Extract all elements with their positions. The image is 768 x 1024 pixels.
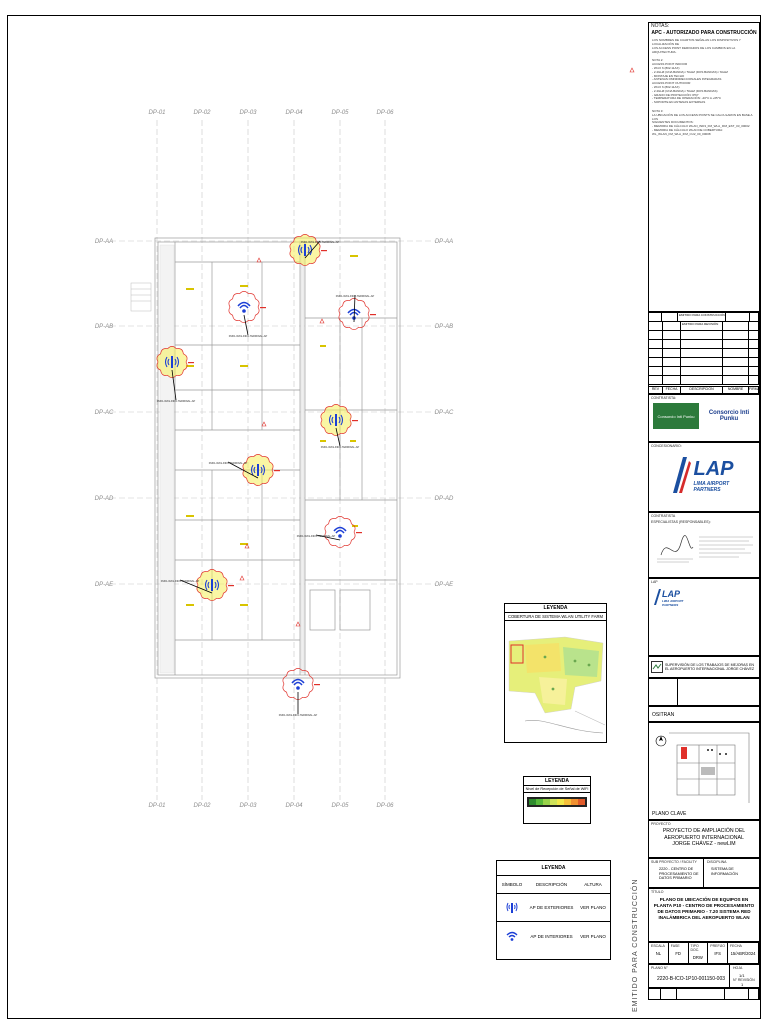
red-tag [314,684,320,685]
ap-label: FM01-WAS-IND3-TERMINAL-AP [278,714,318,717]
access-point-marker[interactable] [297,516,362,547]
especialistas-panel [648,512,760,578]
symbol-exterior-desc: AP DE EXTERIORES [529,905,574,910]
revision-header: FECHA [663,387,681,393]
ap-label: FM01-WAS-IND3-TERMINAL-AP [160,580,200,583]
info-cell-label: TIPO DOC. [690,944,700,953]
ap-label: FM01-WAS-IND3-TERMINAL-AP [320,446,360,449]
info-cell-value: NL [655,951,662,957]
red-tag [260,307,266,308]
grid-row-label: DP-AD [94,496,114,502]
plano-number-label: PLANO N° [651,966,668,970]
titulo-label: TÍTULO [651,890,664,894]
especialistas-sublabel: ESPECIALISTAS (RESPONSABLES): [651,520,711,525]
leader-line [244,315,248,335]
ap-label: FM01-WAS-IND3-TERMINAL-AP [156,400,196,403]
red-tag [274,470,280,471]
revision-row [649,376,759,385]
revision-cloud [229,291,259,322]
hoja-label: HOJA [733,966,743,970]
proyecto-name: PROYECTO DE AMPLIACIÓN DEL AEROPUERTO INTERNACIONAL JORGE CHÁVEZ - newLIM [662,828,746,848]
info-cell-value: IFS [714,951,721,957]
symbol-legend-header: ALTURA [584,882,602,887]
info-cell-label: PREFIJO [710,944,726,948]
subproyecto-panel [648,858,760,888]
symbol-exterior-height: VER PLANO [580,905,606,910]
consorcio-logo-left: Consorcio Inti Punku [653,403,699,429]
revision-number-value: 1 [741,982,744,987]
note-line: - 2.4GHZ (UNA BANDA) / 5GHZ (DOS BANDAS) [652,88,718,93]
signal-legend-title: LEYENDA [524,777,590,786]
consorcio-logo-right: Consorcio Inti Punku [708,410,750,423]
note-line: - WI-FI 6 (802.11AX) [652,84,680,89]
ap-label: FM01-WAS-IND3-TERMINAL-AP [208,462,248,465]
grid-row-label: DP-AA [434,239,454,245]
revision-row [649,322,759,331]
subproyecto-label: SUB PROYECTO / FACILITY [651,860,697,864]
note-line: - WI-FI 6 (802.11AX) [652,65,680,70]
info-cell [689,943,709,963]
outdoor-ap-icon [505,900,519,914]
access-point-marker[interactable] [290,234,340,265]
plano-number-panel [648,964,760,988]
grid-column-label: DP-02 [193,110,211,116]
grid-column-label: DP-05 [331,110,349,116]
note-line: - SOPORTE EN ANTENAS EXTERNAS [652,100,706,105]
contratista-label: CONTRATISTA: [651,396,677,400]
coverage-legend-subtitle: COBERTURA DE SISTEMA WLAN UTILITY FARM [505,613,606,621]
supervision-logo-icon [651,661,663,673]
red-tag [356,532,362,533]
info-cell [708,943,728,963]
notes-list [649,39,759,136]
supervision-panel [648,656,760,678]
grid-column-label: DP-05 [331,803,349,809]
indoor-ap-icon [505,929,519,943]
signal-scale [527,797,587,807]
info-row-panel [648,942,760,964]
info-cell-value: DRW [692,955,703,961]
symbol-row-exterior [497,894,610,922]
supervision-text: SUPERVISIÓN DE LOS TRABAJOS DE MEJORAS EN EL AEROPUERTO INTERNACIONAL JORGE CHÁVEZ [665,662,755,671]
symbol-interior-height: VER PLANO [580,933,606,939]
contratista-panel [648,394,760,442]
symbol-legend-header: DESCRIPCIÓN [535,882,568,887]
revision-row [649,349,759,358]
ap-label: FM01-WAS-IND3-TERMINAL-AP [296,535,336,538]
subproyecto-value: 2220 - CENTRO DE PROCESAMIENTO DE DATOS PRIMARIO [659,867,699,880]
symbol-legend [496,860,611,960]
coverage-legend [504,603,607,743]
lap-small-logo: LAP [662,589,680,600]
revision-row [649,358,759,367]
concesionario-label: CONCESIONARIO: [651,444,682,448]
vertical-stamp: EMITIDO PARA CONSTRUCCIÓN [632,878,639,1012]
info-cell [669,943,689,963]
access-point-marker[interactable] [336,294,376,330]
note-line: NOTA 2: [652,58,664,63]
coverage-map [505,621,606,739]
grid-column-label: DP-06 [376,110,394,116]
footer-rev-cell [661,989,677,999]
access-point-marker[interactable] [279,668,320,717]
revision-row [649,367,759,376]
note-line: ACCESS POINT OUTDOOR [652,81,691,86]
proyecto-label: PROYECTO [651,822,671,826]
grid-column-label: DP-04 [285,803,303,809]
note-line: - 2.4GHZ (UNA BANDA) / 5GHZ (DOS BANDAS) / 6GHZ [652,69,729,74]
blank-panel [648,678,760,706]
red-tag [352,420,358,421]
grid-row-label: DP-AA [94,239,114,245]
plano-clave-panel [648,722,760,820]
revision-description: EMITIDO PARA REVISIÓN [681,322,723,330]
grid-column-label: DP-02 [193,803,211,809]
info-cell-value: 15/ABR/2024 [730,951,756,957]
especialistas-label: CONTRATISTA [651,514,676,518]
note-line: - ANTENAS OMNIDIRECCIONALES INTEGRADAS [652,77,722,82]
revision-row [649,313,759,322]
signal-legend [523,776,591,824]
grid-column-label: DP-03 [239,110,257,116]
note-line: NOTA 3: [652,108,664,113]
grid-column-label: DP-06 [376,803,394,809]
grid-row-label: DP-AE [434,582,454,588]
symbol-row-interior [497,922,610,950]
note-line: - MEMORIA DE CÁLCULO WLAN DE COBERTURA: WL_WLAN_FM_WLA_IFM_CU2_00_00008 [652,127,723,136]
grid-column-label: DP-04 [285,110,303,116]
revision-header: NOMBRE [723,387,749,393]
info-cell [728,943,759,963]
symbol-interior-desc: AP DE INTERIORES [530,933,573,939]
revision-header: REV [649,387,663,393]
info-cell-label: FASE [670,944,680,948]
grid-column-label: DP-03 [239,803,257,809]
ap-label: FM01-WAS-IND3-TERMINAL-AP [300,241,340,244]
lap-label: LAP [651,580,658,584]
lap-swoosh-icon [669,455,691,495]
signature-stamp [649,525,757,567]
red-tag [188,362,194,363]
info-cell-label: ESCALA [651,944,665,948]
footer-rev-cell [677,989,725,999]
note-line: - GRADO DE PROTECCIÓN: IP67 [652,92,699,97]
footer-rev-cell [749,989,759,999]
plano-clave-label: PLANO CLAVE [652,811,687,817]
red-tag [228,585,234,586]
revision-header: FIRMA [749,387,760,391]
grid-column-label: DP-01 [148,110,166,116]
grid-row-label: DP-AB [434,324,454,330]
note-line: - MONTAJE EN TECHO [652,73,685,78]
key-plan-map [649,723,759,808]
disciplina-label: DISCIPLINA [707,860,727,864]
titulo-text: PLANO DE UBICACIÓN DE EQUIPOS EN PLANTA P10 - CENTRO DE PROCESAMIENTO DE DATOS PRIMARIO - 7.20 SISTEMA RED INALÁMBRICA DEL AEROPUERTO WLAN [653,897,755,921]
proyecto-panel [648,820,760,858]
footer-rev-cell [725,989,749,999]
lap-logo-subtext: LIMA AIRPORT PARTNERS [693,480,730,493]
ositran-panel [648,706,760,722]
revision-row [649,340,759,349]
info-cell-label: FECHA [730,944,742,948]
lap-panel [648,578,760,656]
grid-row-label: DP-AE [94,582,114,588]
coverage-legend-title: LEYENDA [505,604,606,613]
plano-number-value: 2220-B-ICO-1P10-001150-003 [657,976,726,982]
apc-title: APC - AUTORIZADO PARA CONSTRUCCIÓN [651,30,757,37]
notes-label: NOTAS: [651,23,670,29]
lap-logo-text: LAP [693,457,734,480]
footer-rev-panel [648,988,760,1000]
lap-small-logo-sub: LIMA AIRPORT PARTNERS [662,599,684,608]
note-line: - MEMORIA DE CÁLCULO WLAN_IND3_FM_WLA_IFM_EST_03_00002 [652,124,750,129]
grid-row-label: DP-AB [94,324,114,330]
red-tag [321,250,327,251]
ap-label: FM01-WAS-IND3-TERMINAL-AP [335,295,375,298]
grid-row-label: DP-AD [434,496,454,502]
notes-panel [648,22,760,312]
note-line: ACCESS POINT INDOOR [652,62,688,67]
revision-number-label: N° REVISIÓN [733,978,755,982]
ap-label: FM01-WAS-IND3-TERMINAL-AP [228,335,268,338]
grid-row-label: DP-AC [94,410,114,416]
footer-rev-cell [649,989,661,999]
info-cell [649,943,669,963]
note-line: SIGUIENTES DOCUMENTOS: [652,120,694,125]
concesionario-panel [648,442,760,512]
red-tag [370,314,376,315]
ositran-label: OSITRAN [652,712,675,718]
symbol-legend-title: LEYENDA [497,861,610,876]
symbol-legend-header: SÍMBOLO [501,882,523,887]
note-line: LA UBICACIÓN DE LOS ACCESS POINTS SE CALCULARON EN BASE A LOS [652,112,753,121]
revision-row [649,331,759,340]
note-line: - TEMPERATURA DE OPERACIÓN: -40°C A +65°C [652,96,722,101]
disciplina-value: SISTEMA DE INFORMACIÓN [711,867,738,876]
note-line: LOS ACCESS POINT DERIVADOS DE LOS CAMBIOS EN LA ARQUITECTURA. [652,45,736,54]
revision-table [648,312,760,394]
info-cell-value: FD [675,951,681,957]
titulo-panel [648,888,760,942]
revision-description: EMITIDO PARA CONSTRUCCIÓN [678,313,726,321]
grid-column-label: DP-01 [148,803,166,809]
revision-header: DESCRIPCIÓN [681,387,723,393]
grid-row-label: DP-AC [434,410,454,416]
hoja-value: 1/1 [739,973,745,978]
signal-legend-subtitle: Nivel de Recepción de Señal de WiFi [525,787,589,791]
lap-small-swoosh-icon [653,589,661,605]
note-line: LOS NOMBRES DE CUARTOS SEÑALAN LOS DISPOSITIVOS Y LOCALIZACIÓN DE [652,38,741,46]
